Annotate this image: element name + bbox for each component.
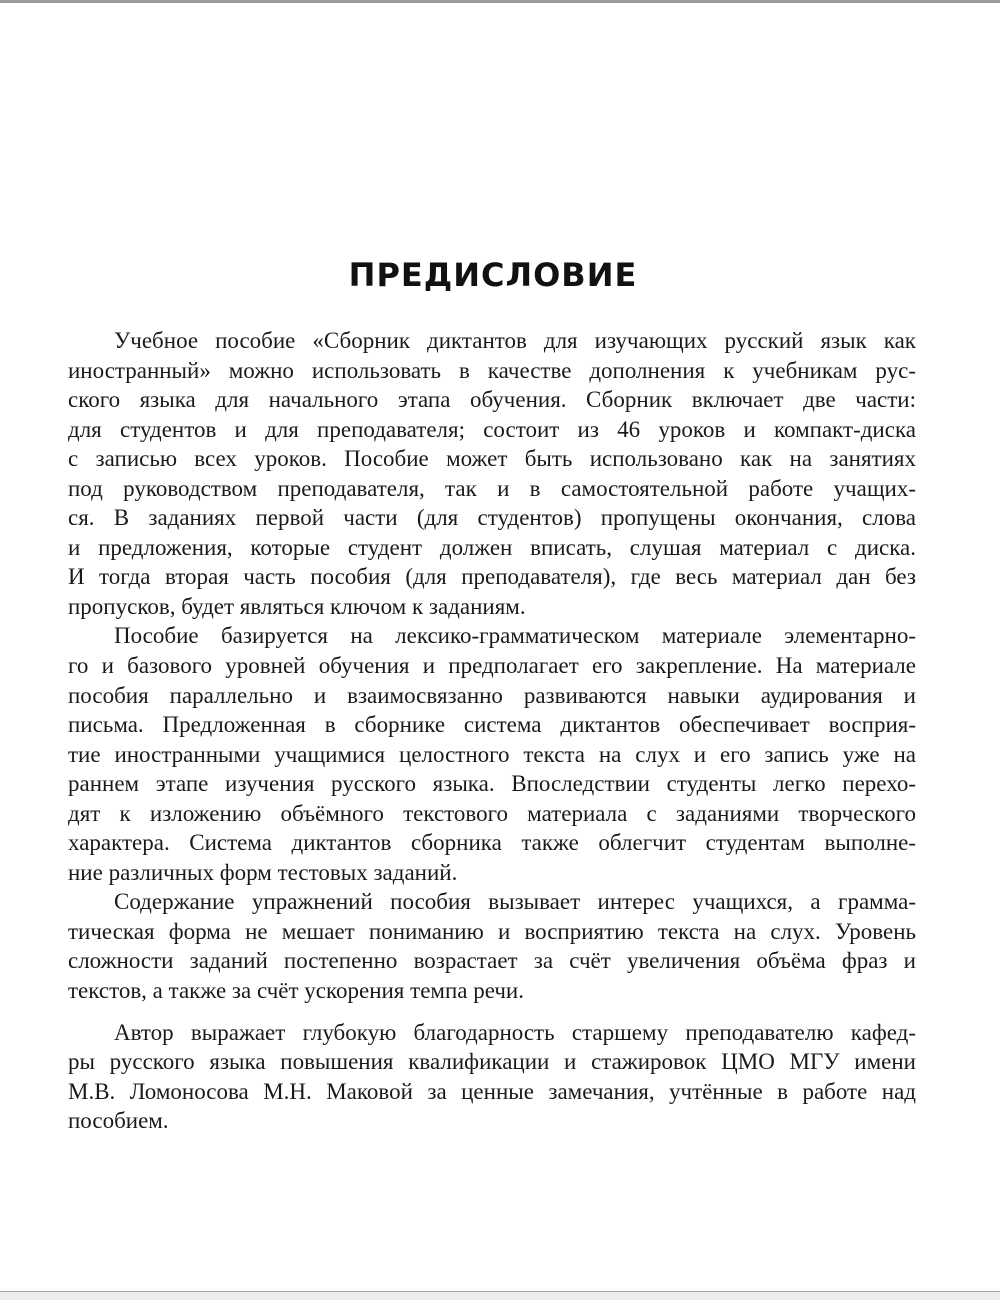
text-line: Учебное пособие «Сборник диктантов для изучающих русский язык как [114,328,916,353]
text-line: под руководством преподавателя, так и в самостоятельной работе учащих- [68,475,916,501]
text-line: Содержание упражнений пособия вызывает интерес учащихся, а грамма- [114,889,916,915]
text-line: дят к изложению объёмного текстового материала с заданиями творческого [68,800,916,826]
text-line: раннем этапе изучения русского языка. Впоследствии студенты легко перехо- [68,771,916,797]
text-line: Автор выражает глубокую благодарность старшему преподавателю кафед- [114,1019,916,1045]
text-line: ского языка для начального этапа обучения. Сборник включает две части: [68,387,916,413]
text-line: ние различных форм тестовых заданий. [68,859,458,885]
text-line: тие иностранными учащимися целостного текста на слух и его запись уже на [68,741,916,767]
text-line: пособием. [68,1108,169,1134]
page-top-edge [0,0,1000,3]
paragraph-gap [68,1006,916,1018]
paragraph-2 [68,621,916,887]
text-line: пособия параллельно и взаимосвязанно развиваются навыки аудирования и [68,682,916,708]
text-line: тическая форма не мешает пониманию и восприятию текста на слух. Уровень [68,918,916,944]
paragraph-3 [68,887,916,1005]
text-line: ры русского языка повышения квалификации и стажировок ЦМО МГУ имени [68,1049,916,1075]
text-line: иностранный» можно использовать в качестве дополнения к учебникам рус- [68,357,916,383]
text-line: характера. Система диктантов сборника также облегчит студентам выполне- [68,830,916,856]
text-line: сложности заданий постепенно возрастает за счёт увеличения объёма фраз и [68,948,916,974]
page-bottom-edge [0,1291,1000,1300]
text-line: для студентов и для преподавателя; состоит из 46 уроков и компакт-диска [68,416,916,442]
preface-text [68,326,916,1136]
text-line: го и базового уровней обучения и предполагает его закрепление. На материале [68,653,916,679]
text-line: ся. В заданиях первой части (для студентов) пропущены окончания, слова [68,505,916,531]
text-line: пропусков, будет являться ключом к заданиям. [68,593,526,619]
text-line: И тогда вторая часть пособия (для преподавателя), где весь материал дан без [68,564,916,590]
text-line: Пособие базируется на лексико-грамматическом материале элементарно- [114,623,916,649]
paragraph-acknowledgement [68,1018,916,1136]
text-line: и предложения, которые студент должен вписать, слушая материал с диска. [68,534,916,560]
page-title: ПРЕДИСЛОВИЕ [348,256,638,294]
text-line: письма. Предложенная в сборнике система диктантов обеспечивает восприя- [68,712,916,738]
text-line: М.В. Ломоносова М.Н. Маковой за ценные замечания, учтённые в работе над [68,1078,916,1104]
text-line: текстов, а также за счёт ускорения темпа речи. [68,978,524,1004]
text-line: с записью всех уроков. Пособие может быть использовано как на занятиях [68,446,916,472]
paragraph-1 [68,326,916,621]
